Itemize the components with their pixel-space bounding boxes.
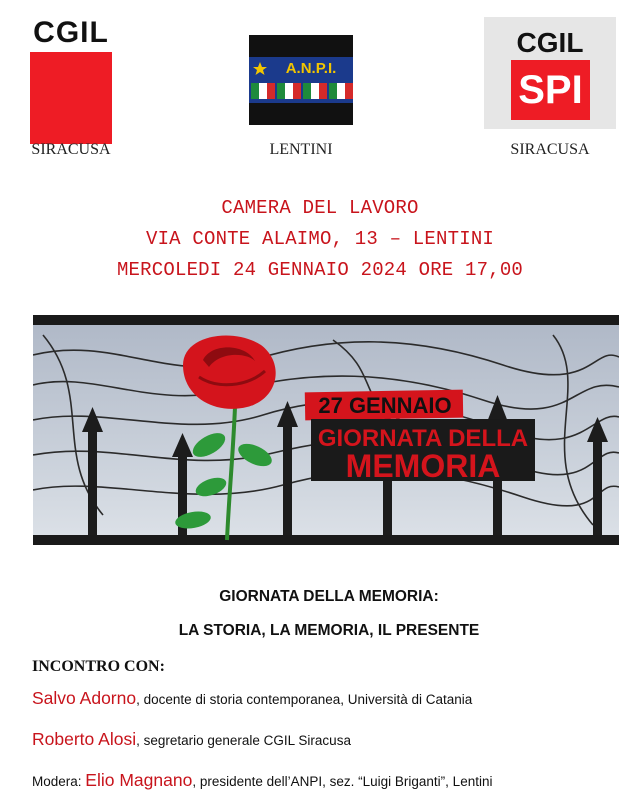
speaker-name: Salvo Adorno <box>32 688 137 708</box>
venue-address: VIA CONTE ALAIMO, 13 – LENTINI <box>145 228 495 250</box>
meeting-intro: INCONTRO CON: <box>32 658 165 675</box>
banner-title-line1: GIORNATA DELLA <box>317 425 529 452</box>
cgil-logo-word: CGIL <box>33 16 109 49</box>
banner-title-line2: MEMORIA <box>345 448 501 484</box>
spi-cgil-siracusa-logo <box>484 17 616 129</box>
memorial-day-banner <box>33 315 619 545</box>
anpi-logo-word: A.N.P.I. <box>285 60 337 77</box>
left-logo-city: SIRACUSA <box>31 141 111 158</box>
moderator-row <box>32 770 492 792</box>
right-logo-city: SIRACUSA <box>510 141 590 158</box>
speaker-name: Roberto Alosi <box>32 729 137 749</box>
moderator-name: Elio Magnano <box>85 770 193 790</box>
moderator-role: , presidente dell’ANPI, sez. “Luigi Briganti”, Lentini <box>192 774 493 789</box>
cgil-logo-red-square <box>30 52 112 144</box>
venue-name: CAMERA DEL LAVORO <box>221 197 419 219</box>
speaker-role: , segretario generale CGIL Siracusa <box>136 733 351 748</box>
spi-logo-cgil-word: CGIL <box>516 27 584 58</box>
event-datetime: MERCOLEDI 24 GENNAIO 2024 ORE 17,00 <box>116 259 524 281</box>
center-logo-city: LENTINI <box>269 141 333 158</box>
banner-date: 27 GENNAIO <box>318 393 452 418</box>
anpi-lentini-logo <box>249 35 353 125</box>
event-title: GIORNATA DELLA MEMORIA: <box>219 588 439 605</box>
event-subtitle: LA STORIA, LA MEMORIA, IL PRESENTE <box>178 622 480 639</box>
cgil-siracusa-logo <box>28 18 114 126</box>
anpi-emblem-icon <box>249 57 353 103</box>
speaker-row <box>32 729 351 751</box>
speaker-role: , docente di storia contemporanea, Università di Catania <box>136 692 473 707</box>
moderator-label: Modera: <box>32 774 86 789</box>
speaker-row <box>32 688 472 710</box>
spi-logo-red-box: SPI <box>511 60 590 120</box>
